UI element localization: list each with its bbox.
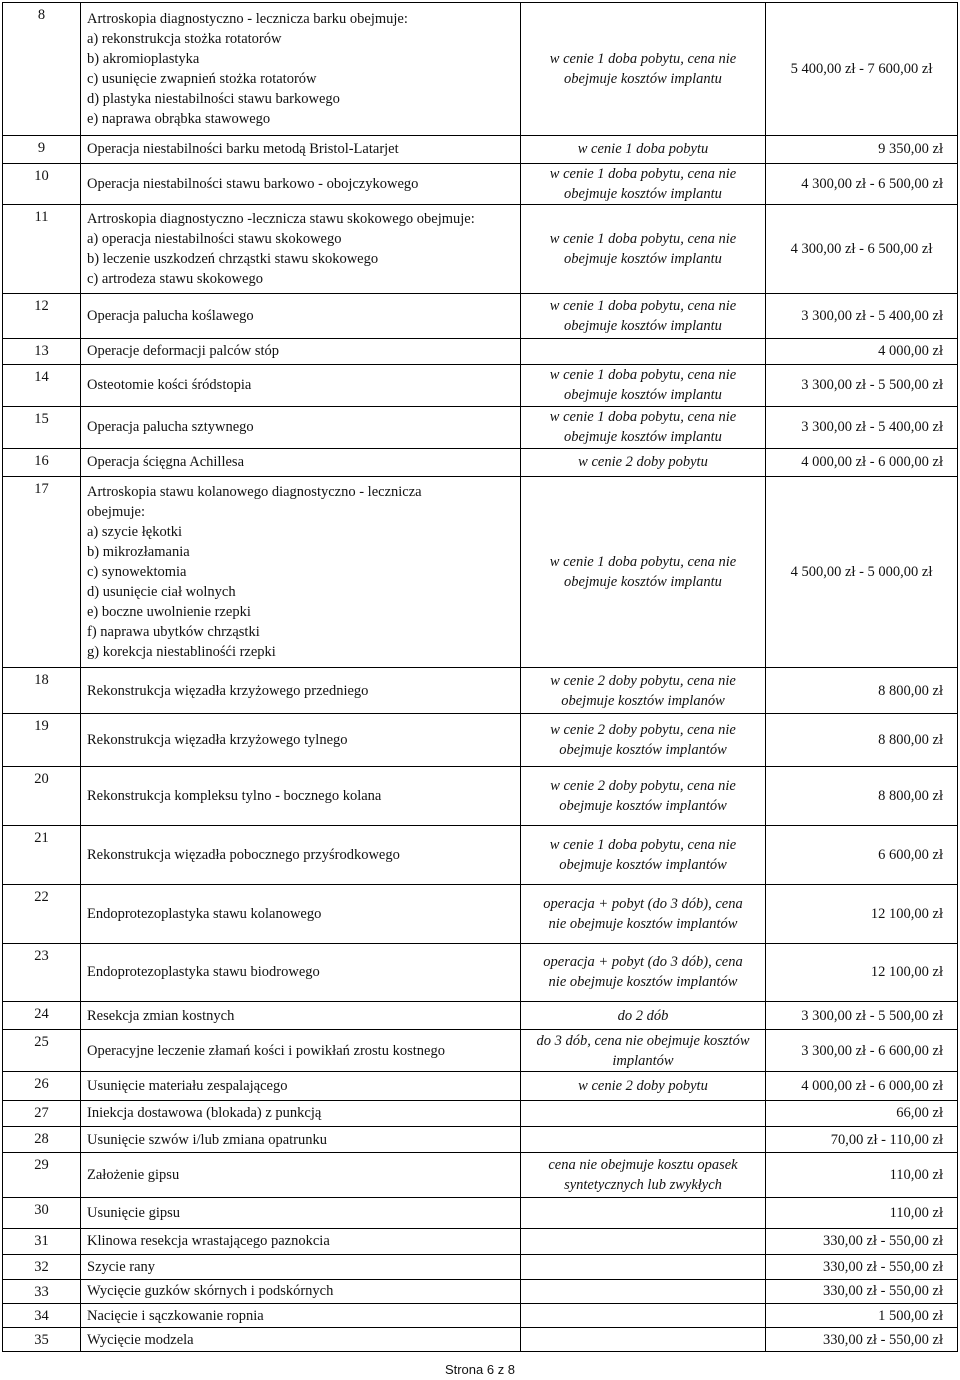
stay-conditions <box>521 1303 766 1327</box>
condition-line: obejmuje kosztów implantu <box>564 574 722 591</box>
procedure-description <box>81 1001 521 1029</box>
procedure-description <box>81 1198 521 1229</box>
description-line: a) szycie łękotki <box>87 524 183 541</box>
procedure-description <box>81 943 521 1001</box>
price-cell: 8 800,00 zł <box>766 668 958 714</box>
description-line: Usunięcie szwów i/lub zmiana opatrunku <box>87 1131 327 1148</box>
price-cell: 330,00 zł - 550,00 zł <box>766 1228 958 1254</box>
condition-line: w cenie 1 doba pobytu, cena nie <box>549 166 737 183</box>
row-number: 12 <box>3 293 81 338</box>
stay-conditions <box>521 1072 766 1100</box>
row-number: 35 <box>3 1328 81 1352</box>
price-cell: 9 350,00 zł <box>766 136 958 163</box>
row-number: 22 <box>3 884 81 943</box>
description-line: Artroskopia diagnostyczno -lecznicza stawu skokowego obejmuje: <box>87 211 475 228</box>
price-cell: 330,00 zł - 550,00 zł <box>766 1279 958 1303</box>
procedure-description <box>81 825 521 884</box>
description-line: Usunięcie materiału zespalającego <box>87 1077 288 1094</box>
condition-line: nie obejmuje kosztów implantów <box>548 915 738 932</box>
table-row <box>3 1279 958 1303</box>
description-line: Osteotomie kości śródstopia <box>87 377 252 394</box>
row-number: 25 <box>3 1030 81 1072</box>
table-row <box>3 1072 958 1100</box>
description-line: Operacyjne leczenie złamań kości i powikłań zrostu kostnego <box>87 1042 445 1059</box>
description-line: obejmuje: <box>87 504 145 521</box>
procedure-description <box>81 1328 521 1352</box>
row-number: 17 <box>3 477 81 668</box>
description-line: Operacja palucha sztywnego <box>87 419 254 436</box>
description-line: Artroskopia stawu kolanowego diagnostyczno - lecznicza <box>87 484 422 501</box>
description-line: e) naprawa obrąbka stawowego <box>87 111 271 128</box>
stay-conditions <box>521 1153 766 1198</box>
row-number: 28 <box>3 1127 81 1153</box>
description-line: b) leczenie uszkodzeń chrząstki stawu skokowego <box>87 251 379 268</box>
table-row <box>3 1030 958 1072</box>
procedure-description <box>81 406 521 448</box>
procedure-description <box>81 1072 521 1100</box>
procedure-description <box>81 293 521 338</box>
procedure-description <box>81 1279 521 1303</box>
row-number: 33 <box>3 1279 81 1303</box>
procedure-description <box>81 1153 521 1198</box>
description-line: g) korekcja niestablinośći rzepki <box>87 644 276 661</box>
condition-line: w cenie 2 doby pobytu <box>578 454 708 471</box>
procedure-description <box>81 668 521 714</box>
condition-line: obejmuje kosztów implantów <box>559 856 727 873</box>
table-row <box>3 136 958 163</box>
table-row <box>3 1228 958 1254</box>
procedure-description <box>81 1228 521 1254</box>
condition-line: obejmuje kosztów implantów <box>559 741 727 758</box>
price-cell: 3 300,00 zł - 5 500,00 zł <box>766 365 958 407</box>
price-cell: 12 100,00 zł <box>766 884 958 943</box>
condition-line: w cenie 2 doby pobytu, cena nie <box>550 672 736 689</box>
row-number: 30 <box>3 1198 81 1229</box>
price-cell: 8 800,00 zł <box>766 714 958 767</box>
table-row <box>3 1255 958 1279</box>
table-row <box>3 1153 958 1198</box>
price-cell: 4 300,00 zł - 6 500,00 zł <box>766 205 958 294</box>
stay-conditions <box>521 477 766 668</box>
table-row <box>3 1001 958 1029</box>
stay-conditions <box>521 1198 766 1229</box>
description-line: Założenie gipsu <box>87 1167 180 1184</box>
procedure-description <box>81 477 521 668</box>
condition-line: obejmuje kosztów implantu <box>564 429 722 446</box>
price-cell: 6 600,00 zł <box>766 825 958 884</box>
description-line: Rekonstrukcja kompleksu tylno - bocznego kolana <box>87 787 382 804</box>
condition-line: obejmuje kosztów implantu <box>564 186 722 203</box>
price-list-body <box>3 3 958 1352</box>
table-row <box>3 714 958 767</box>
condition-line: w cenie 1 doba pobytu <box>577 141 709 158</box>
condition-line: nie obejmuje kosztów implantów <box>548 974 738 991</box>
condition-line: syntetycznych lub zwykłych <box>564 1177 722 1194</box>
price-cell: 4 000,00 zł - 6 000,00 zł <box>766 1072 958 1100</box>
row-number: 14 <box>3 365 81 407</box>
procedure-description <box>81 714 521 767</box>
price-cell: 330,00 zł - 550,00 zł <box>766 1328 958 1352</box>
condition-line: w cenie 1 doba pobytu, cena nie <box>549 836 737 853</box>
stay-conditions <box>521 3 766 136</box>
stay-conditions <box>521 884 766 943</box>
table-row <box>3 1100 958 1126</box>
table-row <box>3 3 958 136</box>
table-row <box>3 293 958 338</box>
procedure-description <box>81 163 521 205</box>
price-cell: 66,00 zł <box>766 1100 958 1126</box>
description-line: Wycięcie guzków skórnych i podskórnych <box>87 1283 334 1300</box>
row-number: 23 <box>3 943 81 1001</box>
row-number: 13 <box>3 338 81 364</box>
procedure-description <box>81 448 521 476</box>
price-cell: 3 300,00 zł - 6 600,00 zł <box>766 1030 958 1072</box>
description-line: Operacja niestabilności barku metodą Bristol-Latarjet <box>87 141 399 158</box>
table-row <box>3 477 958 668</box>
price-cell: 1 500,00 zł <box>766 1303 958 1327</box>
description-line: Rekonstrukcja więzadła krzyżowego przedniego <box>87 682 369 699</box>
price-cell: 12 100,00 zł <box>766 943 958 1001</box>
procedure-description <box>81 1030 521 1072</box>
price-cell: 4 300,00 zł - 6 500,00 zł <box>766 163 958 205</box>
condition-line: w cenie 1 doba pobytu, cena nie <box>549 297 737 314</box>
stay-conditions <box>521 766 766 825</box>
condition-line: obejmuje kosztów implantów <box>559 797 727 814</box>
stay-conditions <box>521 943 766 1001</box>
description-line: Operacja ścięgna Achillesa <box>87 454 245 471</box>
stay-conditions <box>521 1228 766 1254</box>
price-cell: 4 000,00 zł <box>766 338 958 364</box>
condition-line: w cenie 2 doby pobytu, cena nie <box>550 721 736 738</box>
row-number: 16 <box>3 448 81 476</box>
description-line: d) usunięcie ciał wolnych <box>87 584 236 601</box>
stay-conditions <box>521 163 766 205</box>
procedure-description <box>81 338 521 364</box>
description-line: Rekonstrukcja więzadła pobocznego przyśrodkowego <box>87 846 400 863</box>
condition-line: w cenie 2 doby pobytu <box>578 1077 708 1094</box>
table-row <box>3 1303 958 1327</box>
description-line: c) synowektomia <box>87 564 187 581</box>
stay-conditions <box>521 448 766 476</box>
row-number: 11 <box>3 205 81 294</box>
stay-conditions <box>521 205 766 294</box>
price-cell: 3 300,00 zł - 5 500,00 zł <box>766 1001 958 1029</box>
procedure-description <box>81 1255 521 1279</box>
table-row <box>3 365 958 407</box>
table-row <box>3 205 958 294</box>
row-number: 34 <box>3 1303 81 1327</box>
condition-line: obejmuje kosztów implantu <box>564 387 722 404</box>
condition-line: w cenie 2 doby pobytu, cena nie <box>550 777 736 794</box>
procedure-description <box>81 1303 521 1327</box>
description-line: Endoprotezoplastyka stawu kolanowego <box>87 905 322 922</box>
procedure-description <box>81 365 521 407</box>
price-cell: 3 300,00 zł - 5 400,00 zł <box>766 406 958 448</box>
stay-conditions <box>521 668 766 714</box>
table-row <box>3 1198 958 1229</box>
stay-conditions <box>521 1255 766 1279</box>
stay-conditions <box>521 136 766 163</box>
description-line: Iniekcja dostawowa (blokada) z punkcją <box>87 1105 322 1122</box>
condition-line: obejmuje kosztów implantu <box>564 317 722 334</box>
stay-conditions <box>521 1001 766 1029</box>
table-row <box>3 1127 958 1153</box>
price-cell: 3 300,00 zł - 5 400,00 zł <box>766 293 958 338</box>
condition-line: obejmuje kosztów implanów <box>561 692 725 709</box>
condition-line: w cenie 1 doba pobytu, cena nie <box>549 231 737 248</box>
row-number: 8 <box>3 3 81 136</box>
description-line: e) boczne uwolnienie rzepki <box>87 604 251 621</box>
description-line: Nacięcie i sączkowanie ropnia <box>87 1307 264 1324</box>
table-row <box>3 668 958 714</box>
price-cell: 110,00 zł <box>766 1153 958 1198</box>
description-line: a) operacja niestabilności stawu skokowego <box>87 231 342 248</box>
condition-line: implantów <box>612 1052 674 1069</box>
row-number: 15 <box>3 406 81 448</box>
stay-conditions <box>521 406 766 448</box>
price-cell: 5 400,00 zł - 7 600,00 zł <box>766 3 958 136</box>
stay-conditions <box>521 1030 766 1072</box>
table-row <box>3 448 958 476</box>
description-line: b) akromioplastyka <box>87 51 200 68</box>
description-line: Operacja niestabilności stawu barkowo - obojczykowego <box>87 176 419 193</box>
row-number: 21 <box>3 825 81 884</box>
description-line: Resekcja zmian kostnych <box>87 1007 235 1024</box>
table-row <box>3 163 958 205</box>
table-row <box>3 406 958 448</box>
procedure-description <box>81 766 521 825</box>
condition-line: do 2 dób <box>617 1007 669 1024</box>
price-cell: 4 500,00 zł - 5 000,00 zł <box>766 477 958 668</box>
description-line: Wycięcie modzela <box>87 1331 194 1348</box>
description-line: Usunięcie gipsu <box>87 1204 181 1221</box>
price-cell: 4 000,00 zł - 6 000,00 zł <box>766 448 958 476</box>
price-list-table <box>2 2 958 1352</box>
row-number: 18 <box>3 668 81 714</box>
description-line: Operacja palucha koślawego <box>87 307 254 324</box>
description-line: Operacje deformacji palców stóp <box>87 343 280 360</box>
stay-conditions <box>521 365 766 407</box>
stay-conditions <box>521 338 766 364</box>
description-line: Endoprotezoplastyka stawu biodrowego <box>87 964 320 981</box>
condition-line: operacja + pobyt (do 3 dób), cena <box>543 954 743 971</box>
table-row <box>3 1328 958 1352</box>
row-number: 27 <box>3 1100 81 1126</box>
page-number-label: Strona 6 z 8 <box>444 1362 516 1377</box>
table-row <box>3 884 958 943</box>
description-line: b) mikrozłamania <box>87 544 190 561</box>
description-line: f) naprawa ubytków chrząstki <box>87 624 260 641</box>
row-number: 24 <box>3 1001 81 1029</box>
condition-line: cena nie obejmuje kosztu opasek <box>548 1157 738 1174</box>
description-line: d) plastyka niestabilności stawu barkowego <box>87 91 340 108</box>
row-number: 32 <box>3 1255 81 1279</box>
description-line: Klinowa resekcja wrastającego paznokcia <box>87 1233 330 1250</box>
price-cell: 8 800,00 zł <box>766 766 958 825</box>
price-cell: 110,00 zł <box>766 1198 958 1229</box>
procedure-description <box>81 1127 521 1153</box>
row-number: 9 <box>3 136 81 163</box>
price-cell: 330,00 zł - 550,00 zł <box>766 1255 958 1279</box>
stay-conditions <box>521 1279 766 1303</box>
procedure-description <box>81 884 521 943</box>
stay-conditions <box>521 825 766 884</box>
description-line: Szycie rany <box>87 1258 156 1275</box>
condition-line: w cenie 1 doba pobytu, cena nie <box>549 409 737 426</box>
stay-conditions <box>521 1328 766 1352</box>
page-footer <box>0 1362 960 1377</box>
row-number: 20 <box>3 766 81 825</box>
table-row <box>3 943 958 1001</box>
condition-line: w cenie 1 doba pobytu, cena nie <box>549 367 737 384</box>
description-line: c) artrodeza stawu skokowego <box>87 271 263 288</box>
table-row <box>3 766 958 825</box>
stay-conditions <box>521 293 766 338</box>
stay-conditions <box>521 1100 766 1126</box>
stay-conditions <box>521 714 766 767</box>
procedure-description <box>81 1100 521 1126</box>
procedure-description <box>81 3 521 136</box>
description-line: Rekonstrukcja więzadła krzyżowego tylnego <box>87 731 348 748</box>
description-line: c) usunięcie zwapnień stożka rotatorów <box>87 71 317 88</box>
row-number: 26 <box>3 1072 81 1100</box>
procedure-description <box>81 136 521 163</box>
condition-line: w cenie 1 doba pobytu, cena nie <box>549 554 737 571</box>
stay-conditions <box>521 1127 766 1153</box>
procedure-description <box>81 205 521 294</box>
row-number: 29 <box>3 1153 81 1198</box>
description-line: a) rekonstrukcja stożka rotatorów <box>87 31 282 48</box>
condition-line: do 3 dób, cena nie obejmuje kosztów <box>536 1032 750 1049</box>
condition-line: operacja + pobyt (do 3 dób), cena <box>543 895 743 912</box>
price-cell: 70,00 zł - 110,00 zł <box>766 1127 958 1153</box>
description-line: Artroskopia diagnostyczno - lecznicza barku obejmuje: <box>87 11 408 28</box>
condition-line: obejmuje kosztów implantu <box>564 71 722 88</box>
condition-line: obejmuje kosztów implantu <box>564 251 722 268</box>
row-number: 10 <box>3 163 81 205</box>
row-number: 31 <box>3 1228 81 1254</box>
table-row <box>3 338 958 364</box>
row-number: 19 <box>3 714 81 767</box>
condition-line: w cenie 1 doba pobytu, cena nie <box>549 51 737 68</box>
table-row <box>3 825 958 884</box>
